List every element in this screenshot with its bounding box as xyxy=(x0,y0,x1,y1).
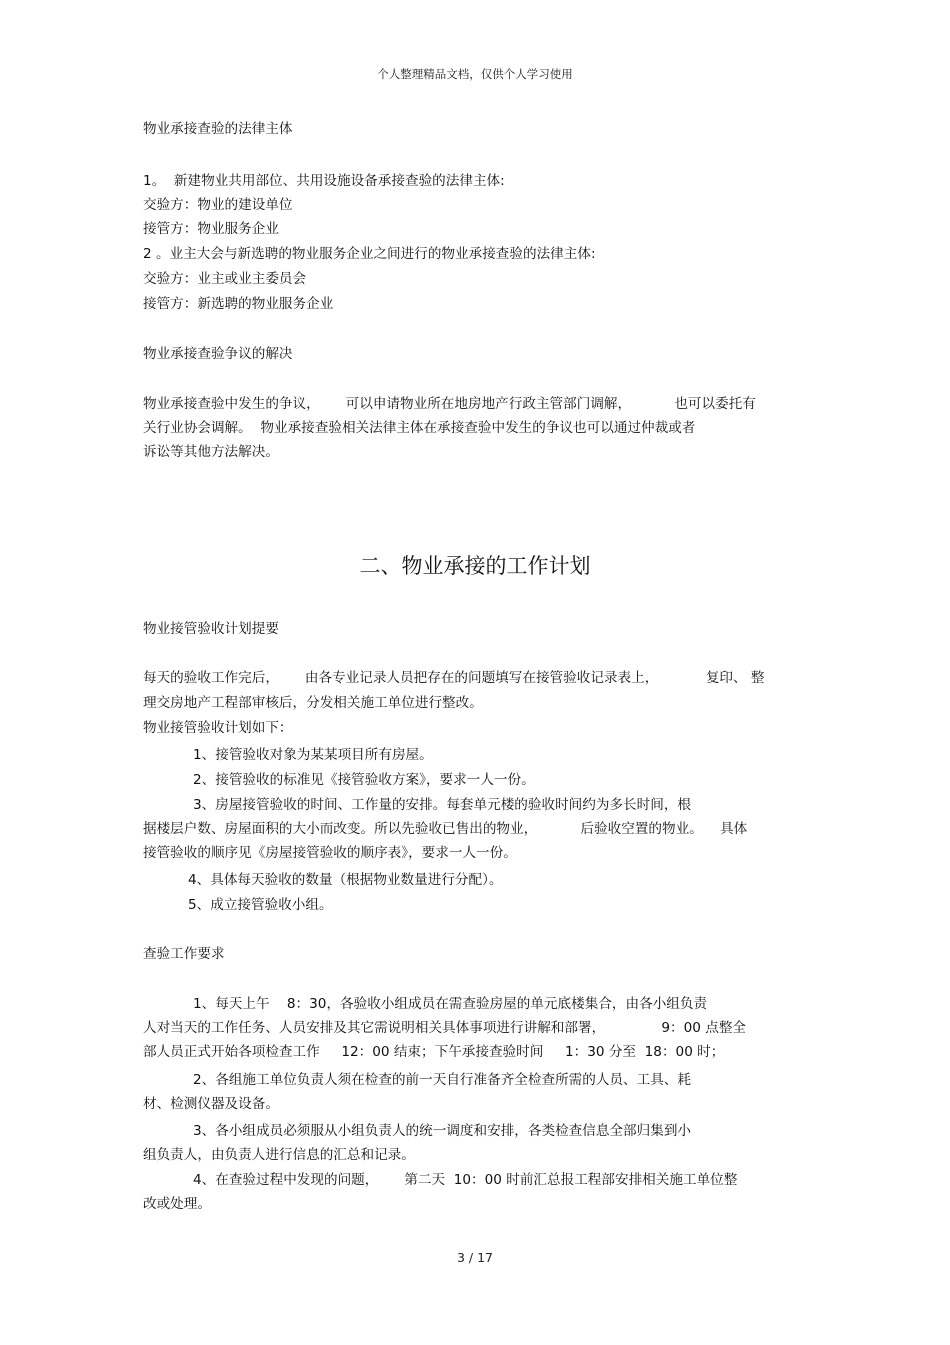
plan-item: 3、房屋接管验收的时间、工作量的安排。每套单元楼的验收时间约为多长时间，根 xyxy=(193,797,692,813)
dispute-para-line: 物业承接查验中发生的争议， 可以申请物业所在地房地产行政主管部门调解， 也可以委托有 xyxy=(143,396,756,412)
plan-item-continuation: 据楼层户数、房屋面积的大小而改变。所以先验收已售出的物业， 后验收空置的物业。 具体 xyxy=(143,821,748,837)
page-number: 3 / 17 xyxy=(456,1250,494,1265)
chapter-title: 二、物业承接的工作计划 xyxy=(359,554,591,578)
plan-para-line: 理交房地产工程部审核后，分发相关施工单位进行整改。 xyxy=(143,695,483,711)
item1-heading: 1。 新建物业共用部位、共用设施设备承接查验的法律主体: xyxy=(143,173,505,189)
plan-item-continuation: 接管验收的顺序见《房屋接管验收的顺序表》，要求一人一份。 xyxy=(143,845,517,861)
requirement-line: 2、各组施工单位负责人须在检查的前一天自行准备齐全检查所需的人员、工具、耗 xyxy=(193,1072,692,1088)
requirement-line: 人对当天的工作任务、人员安排及其它需说明相关具体事项进行讲解和部署， 9：00 点整全 xyxy=(143,1020,747,1036)
item1-line1: 交验方：物业的建设单位 xyxy=(143,197,293,213)
plan-item: 2、接管验收的标准见《接管验收方案》，要求一人一份。 xyxy=(193,772,535,788)
section-heading-legal-subject: 物业承接查验的法律主体 xyxy=(143,121,293,137)
plan-item: 5、成立接管验收小组。 xyxy=(188,897,333,913)
item2-line2: 接管方：新选聘的物业服务企业 xyxy=(143,296,334,312)
dispute-para-line: 诉讼等其他方法解决。 xyxy=(143,444,279,460)
section-heading-dispute: 物业承接查验争议的解决 xyxy=(143,346,293,362)
requirement-line: 部人员正式开始各项检查工作 12：00 结束；下午承接查验时间 1：30 分至 18：00 时； xyxy=(143,1044,725,1060)
requirement-line: 3、各小组成员必须服从小组负责人的统一调度和安排，各类检查信息全部归集到小 xyxy=(193,1123,692,1139)
plan-item: 4、具体每天验收的数量（根据物业数量进行分配）。 xyxy=(188,872,503,888)
requirement-line: 1、每天上午 8：30，各验收小组成员在需查验房屋的单元底楼集合，由各小组负责 xyxy=(193,996,708,1012)
plan-intro: 物业接管验收计划如下： xyxy=(143,720,293,736)
page-header: 个人整理精品文档，仅供个人学习使用 xyxy=(377,67,573,81)
item2-line1: 交验方：业主或业主委员会 xyxy=(143,271,307,287)
requirement-line: 材、检测仪器及设备。 xyxy=(143,1096,279,1112)
requirement-line: 改或处理。 xyxy=(143,1196,211,1212)
item2-heading: 2 。业主大会与新选聘的物业服务企业之间进行的物业承接查验的法律主体: xyxy=(143,246,596,262)
item1-line2: 接管方：物业服务企业 xyxy=(143,221,279,237)
plan-para-line: 每天的验收工作完后， 由各专业记录人员把存在的问题填写在接管验收记录表上， 复印、 整 xyxy=(143,670,765,686)
section-heading-inspection-requirements: 查验工作要求 xyxy=(143,946,225,962)
requirement-line: 组负责人，由负责人进行信息的汇总和记录。 xyxy=(143,1147,415,1163)
plan-item: 1、接管验收对象为某某项目所有房屋。 xyxy=(193,747,433,763)
section-heading-plan-summary: 物业接管验收计划提要 xyxy=(143,621,279,637)
requirement-line: 4、在查验过程中发现的问题， 第二天 10：00 时前汇总报工程部安排相关施工单位整 xyxy=(193,1172,738,1188)
dispute-para-line: 关行业协会调解。 物业承接查验相关法律主体在承接查验中发生的争议也可以通过仲裁或者 xyxy=(143,420,696,436)
